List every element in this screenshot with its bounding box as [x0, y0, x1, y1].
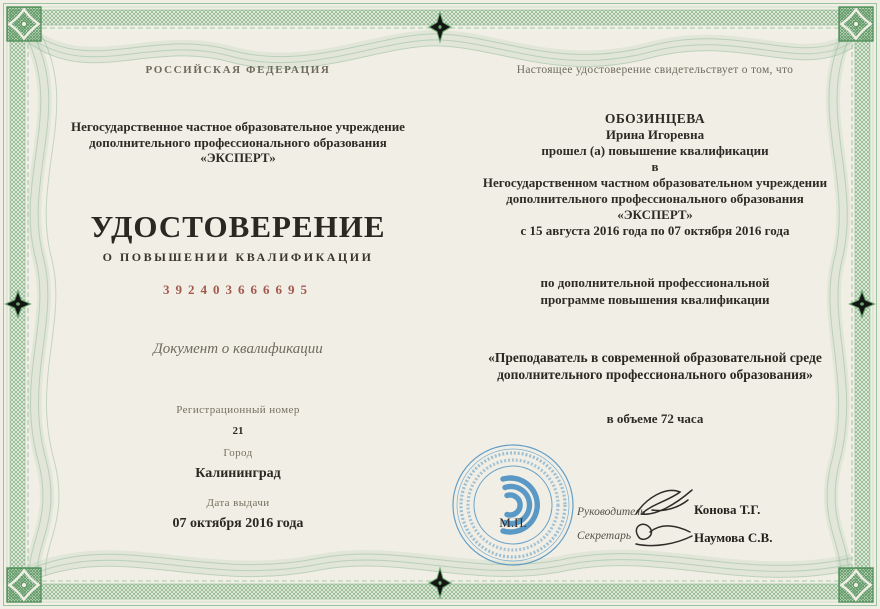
seal-mp-text: М.П.: [499, 515, 527, 530]
signature-role-head: Руководитель: [577, 506, 646, 518]
program-name-line: «Преподаватель в современной образовательной среде: [488, 350, 822, 365]
institution-line: Негосударственном частном образовательном учреждении: [482, 175, 828, 190]
serial-number: 392403666695: [163, 282, 313, 297]
registration-number-label: Регистрационный номер: [176, 404, 300, 416]
certificate-subtitle: О ПОВЫШЕНИИ КВАЛИФИКАЦИИ: [102, 250, 374, 264]
training-period: с 15 августа 2016 года по 07 октября 2016 года: [520, 223, 790, 238]
program-intro-line: по дополнительной профессиональной: [540, 275, 770, 290]
completion-line: прошел (а) повышение квалификации: [541, 143, 769, 158]
holder-surname: ОБОЗИНЦЕВА: [604, 111, 706, 126]
signature-role-secretary: Секретарь: [577, 530, 632, 542]
issue-date-label: Дата выдачи: [206, 497, 270, 509]
institution-line: дополнительного профессионального образования: [506, 191, 804, 206]
country-header: РОССИЙСКАЯ ФЕДЕРАЦИЯ: [145, 64, 331, 76]
program-name: [448, 349, 862, 383]
institution-line: «ЭКСПЕРТ»: [617, 207, 693, 222]
document-type-label: Документ о квалификации: [153, 341, 323, 357]
city-value: Калининград: [195, 466, 281, 481]
holder-and-course-block: [448, 111, 862, 239]
head-signature-stroke: [632, 486, 696, 520]
certificate-title: УДОСТОВЕРЕНИЕ: [90, 209, 386, 244]
holder-given-name: Ирина Игоревна: [605, 127, 705, 142]
preposition: в: [651, 159, 659, 174]
city-label: Город: [223, 447, 253, 459]
secretary-signature-stroke: [630, 518, 698, 552]
program-intro-line: программе повышения квалификации: [540, 292, 770, 307]
official-seal-stamp: [448, 441, 578, 571]
program-intro: [448, 274, 862, 308]
issue-date-value: 07 октября 2016 года: [172, 516, 304, 531]
institution-line: «ЭКСПЕРТ»: [200, 150, 276, 165]
institution-line: Негосударственное частное образовательное учреждение: [71, 119, 405, 134]
head-signature-name: Конова Т.Г.: [694, 502, 761, 517]
institution-line: дополнительного профессионального образования: [89, 134, 387, 150]
registration-number-value: 21: [232, 425, 244, 437]
institution-name-block: [36, 119, 440, 166]
secretary-signature-name: Наумова С.В.: [694, 530, 773, 545]
attestation-statement: Настоящее удостоверение свидетельствует о том, что: [516, 64, 794, 76]
program-name-line: дополнительного профессионального образования»: [497, 367, 813, 382]
course-hours: в объеме 72 часа: [606, 411, 704, 426]
